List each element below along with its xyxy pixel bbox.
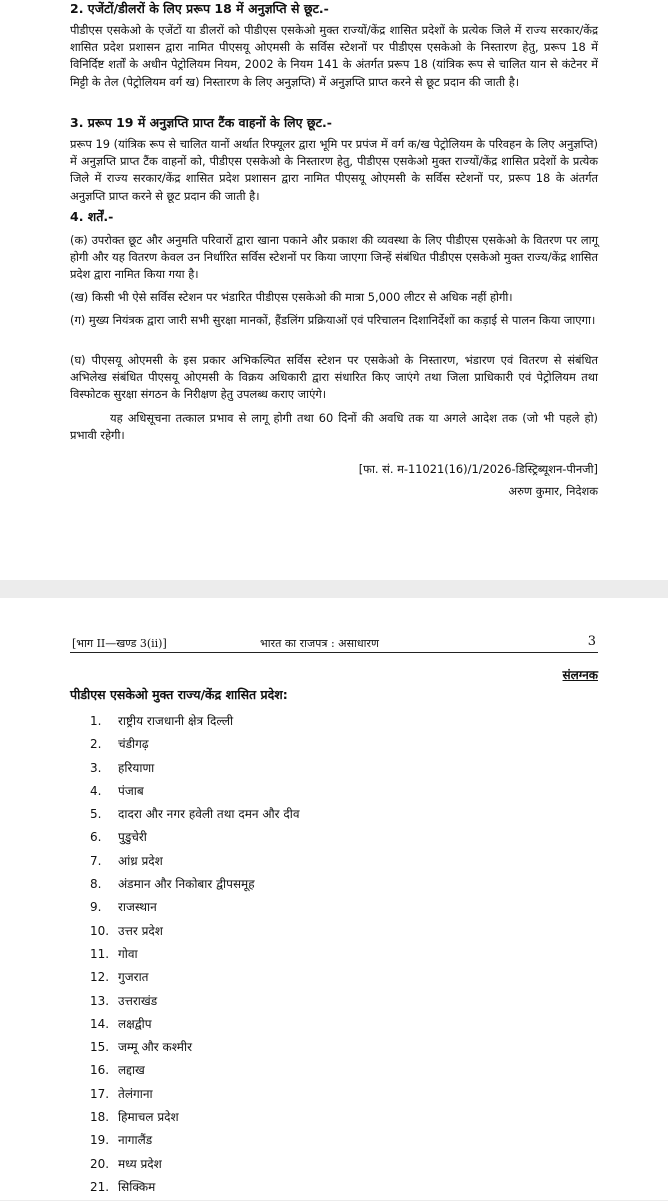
list-item-name: पुडुचेरी: [118, 830, 147, 845]
list-item: [90, 1061, 300, 1084]
list-item-name: राष्ट्रीय राजधानी क्षेत्र दिल्ली: [118, 714, 234, 728]
list-item-name: दादरा और नगर हवेली तथा दमन और दीव: [118, 807, 300, 822]
list-item: [90, 898, 300, 921]
list-item-name: हिमाचल प्रदेश: [118, 1110, 179, 1125]
list-item: [90, 1038, 300, 1061]
list-item-name: आंध्र प्रदेश: [118, 853, 163, 868]
condition-c: (ग) मुख्य नियंत्रक द्वारा जारी सभी सुरक्षा मानकों, हैंडलिंग प्रक्रियाओं एवं परिचालन दिशानिर्देशों का कड़ाई से पालन किया जाएगा।: [70, 313, 596, 327]
list-item-name: सिक्किम: [118, 1179, 156, 1194]
list-item-number: 4.: [90, 783, 102, 798]
validity-statement: यह अधिसूचना तत्काल प्रभाव से लागू होगी तथा 60 दिनों की अवधि तक या अगले आदेश तक (जो भी पहले हो) प्रभावी रहेगी।: [70, 411, 598, 443]
list-item-number: 8.: [90, 877, 102, 892]
list-item-name: चंडीगढ़: [118, 737, 149, 752]
list-item-name: गुजरात: [118, 970, 149, 985]
file-reference: [फा. सं. म-11021(16)/1/2026-डिस्ट्रिब्यूशन-पीनजी]: [358, 462, 598, 477]
list-item-name: उत्तर प्रदेश: [118, 923, 163, 938]
signatory: अरुण कुमार, निदेशक: [508, 484, 598, 499]
list-item: [90, 922, 300, 945]
list-item-number: 12.: [90, 970, 110, 985]
list-item-number: 16.: [90, 1063, 110, 1078]
list-item: [90, 805, 300, 828]
header-part-label: [भाग II—खण्ड 3(ii)]: [72, 637, 167, 650]
condition-d: (घ) पीएसयू ओएमसी के इस प्रकार अभिकल्पित सर्विस स्टेशन पर एसकेओ के निस्तारण, भंडारण एवं वितरण से संबंधित अभिलेख संबंधित पीएसयू ओएमसी के विक्रय अधिकारी द्वारा संधारित किए जाएंगे तथा जिला प्राधिकारी एवं पेट्रोलियम तथा विस्फोटक सुरक्षा संगठन के निरीक्षण हेतु उपलब्ध कराए जाएंगे।: [70, 353, 598, 402]
list-item-name: लद्दाख: [118, 1063, 145, 1078]
section-3-heading: 3. प्ररूप 19 में अनुज्ञप्ति प्राप्त टैंक वाहनों के लिए छूट.-: [70, 115, 332, 130]
states-list: [90, 712, 300, 1201]
section-3-body: प्ररूप 19 (यांत्रिक रूप से चालित यानों अर्थात रिफ्यूलर द्वारा भूमि पर प्रपंज में वर्ग क/ख पेट्रोलियम के परिवहन के लिए अनुज्ञप्ति) में अनुज्ञप्ति प्राप्त टैंक वाहनों को, पीडीएस एसकेओ के निस्तारण हेतु, पीडीएस एसकेओ मुक्त राज्यों/केंद्र शासित प्रदेशों के प्रत्येक जिले में राज्य सरकार/केंद्र शासित प्रदेश प्रशासन द्वारा नामित पीएसयू ओएमसी के सर्विस स्टेशनों पर, प्ररूप 18 के अंतर्गत अनुज्ञप्ति प्राप्त करने से छूट प्रदान की जाती है।: [70, 137, 598, 203]
list-item: [90, 1108, 300, 1131]
section-4-heading: 4. शर्तें.-: [70, 209, 114, 224]
list-item-number: 10.: [90, 923, 110, 938]
list-item-number: 9.: [90, 900, 102, 915]
list-item-number: 14.: [90, 1016, 110, 1031]
section-2-body: पीडीएस एसकेओ के एजेंटों या डीलरों को पीडीएस एसकेओ मुक्त राज्यों/केंद्र शासित प्रदेशों के प्रत्येक जिले में राज्य सरकार/केंद्र शासित प्रदेश प्रशासन द्वारा नामित पीएसयू ओएमसी के सर्विस स्टेशनों पर पीडीएस एसकेओ के निस्तारण हेतु, प्ररूप 18 में विनिर्दिष्ट शर्तों के अधीन पेट्रोलियम नियम, 2002 के नियम 141 के अंतर्गत प्ररूप 18 (यांत्रिक रूप से चालित यान से कंटेनर में मिट्टी के तेल (पेट्रोलियम वर्ग ख) निस्तारण के लिए अनुज्ञप्ति) में अनुज्ञप्ति प्राप्त करने से छूट प्रदान की जाती है।: [70, 23, 598, 89]
list-item: [90, 1131, 300, 1154]
list-item: [90, 945, 300, 968]
list-item: [90, 968, 300, 991]
list-item-number: 20.: [90, 1156, 110, 1171]
list-item-number: 13.: [90, 993, 110, 1008]
list-item-number: 11.: [90, 946, 110, 961]
header-gazette-title: भारत का राजपत्र : असाधारण: [260, 637, 379, 650]
list-item-number: 19.: [90, 1133, 110, 1148]
section-2-heading: 2. एजेंटों/डीलरों के लिए प्ररूप 18 में अनुज्ञप्ति से छूट.-: [70, 1, 329, 16]
list-item: [90, 735, 300, 758]
list-item-number: 5.: [90, 807, 102, 822]
list-item-number: 21.: [90, 1179, 110, 1194]
list-item-number: 2.: [90, 737, 102, 752]
annexure-label: संलग्नक: [562, 668, 598, 682]
list-item-name: जम्मू और कश्मीर: [118, 1040, 192, 1055]
list-item: [90, 1155, 300, 1178]
condition-a: (क) उपरोक्त छूट और अनुमति परिवारों द्वारा खाना पकाने और प्रकाश की व्यवस्था के लिए पीडीएस एसकेओ के वितरण पर लागू होगी और यह वितरण केवल उन निर्धारित सर्विस स्टेशनों पर किया जाएगा जिन्हें संबंधित पीडीएस एसकेओ मुक्त राज्य/केंद्र शासित प्रदेश द्वारा नामित किया गया है।: [70, 233, 598, 282]
list-item: [90, 1015, 300, 1038]
list-item: [90, 782, 300, 805]
gazette-page-header: [70, 636, 598, 653]
list-item: [90, 828, 300, 851]
header-page-number: 3: [587, 634, 596, 649]
list-item-number: 17.: [90, 1086, 110, 1101]
list-item-number: 6.: [90, 830, 102, 845]
list-item: [90, 1085, 300, 1108]
list-title: पीडीएस एसकेओ मुक्त राज्य/केंद्र शासित प्रदेश:: [70, 687, 288, 702]
list-item-number: 15.: [90, 1040, 110, 1055]
gazette-page-lower: [0, 598, 668, 1200]
list-item-name: तेलंगाना: [118, 1086, 153, 1101]
list-item-name: हरियाणा: [118, 760, 155, 775]
list-item-name: राजस्थान: [118, 900, 157, 915]
list-item-name: नागालैंड: [118, 1133, 153, 1148]
list-item-name: गोवा: [118, 946, 138, 961]
list-item-number: 7.: [90, 853, 102, 868]
list-item: [90, 759, 300, 782]
condition-b: (ख) किसी भी ऐसे सर्विस स्टेशन पर भंडारित पीडीएस एसकेओ की मात्रा 5,000 लीटर से अधिक नहीं होगी।: [70, 290, 513, 304]
list-item: [90, 1178, 300, 1201]
list-item-number: 1.: [90, 714, 102, 728]
list-item: [90, 852, 300, 875]
list-item-name: उत्तराखंड: [118, 993, 158, 1008]
list-item-name: पंजाब: [118, 783, 144, 798]
list-item-number: 18.: [90, 1110, 110, 1125]
list-item-number: 3.: [90, 760, 102, 775]
list-item-name: अंडमान और निकोबार द्वीपसमूह: [118, 877, 255, 892]
list-item: [90, 712, 300, 735]
list-item-name: लक्षद्वीप: [118, 1016, 152, 1031]
list-item: [90, 992, 300, 1015]
list-item-name: मध्य प्रदेश: [118, 1156, 162, 1171]
gazette-page-upper: [0, 0, 668, 580]
list-item: [90, 875, 300, 898]
